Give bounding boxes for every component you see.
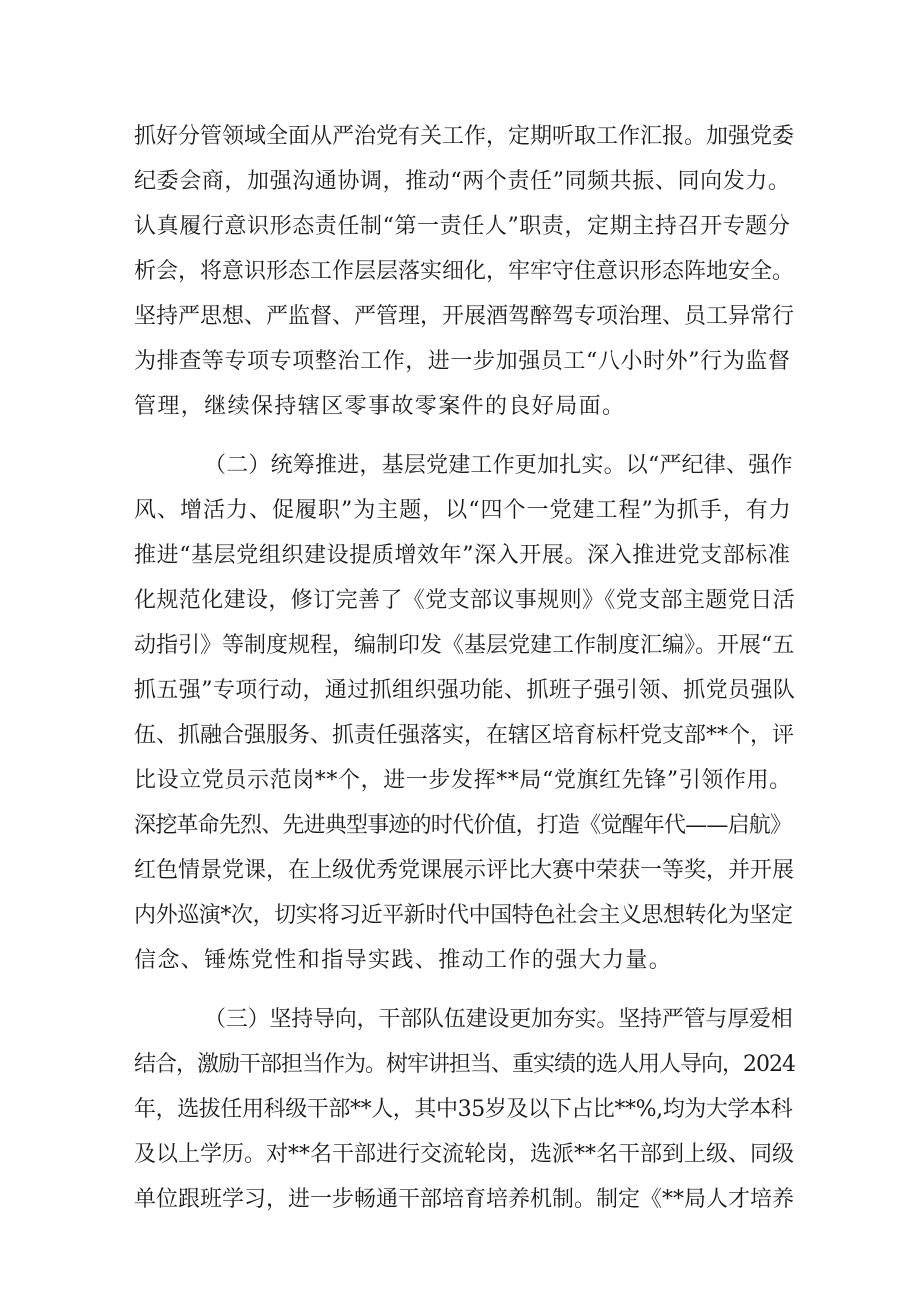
text-line: 比设立党员示范岗**个，进一步发挥**局“党旗红先锋”引领作用。 [134, 768, 792, 793]
text-line: 伍、抓融合强服务、抓责任强落实，在辖区培育标杆党支部**个，评 [134, 723, 795, 748]
text-line: 管理，继续保持辖区零事故零案件的良好局面。 [134, 394, 626, 419]
text-line: 风、增活力、促履职”为主题，以“四个一党建工程”为抓手，有力 [134, 498, 792, 523]
text-line: 为排查等专项专项整治工作，进一步加强员工“八小时外”行为监督 [134, 349, 791, 374]
paragraph-spacer [134, 983, 794, 997]
text-line: 内外巡演*次，切实将习近平新时代中国特色社会主义思想转化为坚定 [134, 903, 793, 928]
text-line: 纪委会商，加强沟通协调，推动“两个责任”同频共振、同向发力。 [134, 169, 791, 194]
text-line: 动指引》等制度规程，编制印发《基层党建工作制度汇编》。开展“五 [134, 633, 795, 658]
text-line: 抓好分管领域全面从严治党有关工作，定期听取工作汇报。加强党委 [134, 124, 795, 149]
document-body [134, 114, 794, 1222]
paragraph-spacer [134, 429, 794, 443]
text-line: （三）坚持导向，干部队伍建设更加夯实。坚持严管与厚爱相 [204, 1007, 793, 1032]
paragraph [134, 997, 794, 1222]
paragraph [134, 114, 794, 429]
text-line: 抓五强”专项行动，通过抓组织强功能、抓班子强引领、抓党员强队 [134, 678, 796, 703]
text-line: 坚持严思想、严监督、严管理，开展酒驾醉驾专项治理、员工异常行 [134, 304, 795, 329]
text-line: 推进“基层党组织建设提质增效年”深入开展。深入推进党支部标准 [134, 543, 791, 568]
text-line: 信念、锤炼党性和指导实践、推动工作的强大力量。 [134, 948, 673, 973]
text-line: 析会，将意识形态工作层层落实细化，牢牢守住意识形态阵地安全。 [134, 259, 795, 284]
text-line: 深挖革命先烈、先进典型事迹的时代价值，打造《觉醒年代——启航》 [134, 813, 792, 838]
text-line: 红色情景党课，在上级优秀党课展示评比大赛中荣获一等奖，并开展 [134, 858, 795, 883]
text-line: 年，选拔任用科级干部**人，其中35岁及以下占比**%,均为大学本科 [134, 1097, 793, 1122]
text-line: （二）统筹推进，基层党建工作更加扎实。以“严纪律、强作 [204, 453, 793, 478]
text-line: 化规范化建设，修订完善了《党支部议事规则》《党支部主题党日活 [134, 588, 796, 613]
text-line: 结合，激励干部担当作为。树牢讲担当、重实绩的选人用人导向，2024 [134, 1052, 795, 1077]
text-line: 认真履行意识形态责任制“第一责任人”职责，定期主持召开专题分 [134, 214, 791, 239]
text-line: 单位跟班学习，进一步畅通干部培育培养机制。制定《**局人才培养 [134, 1187, 795, 1212]
text-line: 及以上学历。对**名干部进行交流轮岗，选派**名干部到上级、同级 [134, 1142, 795, 1167]
paragraph [134, 443, 794, 983]
